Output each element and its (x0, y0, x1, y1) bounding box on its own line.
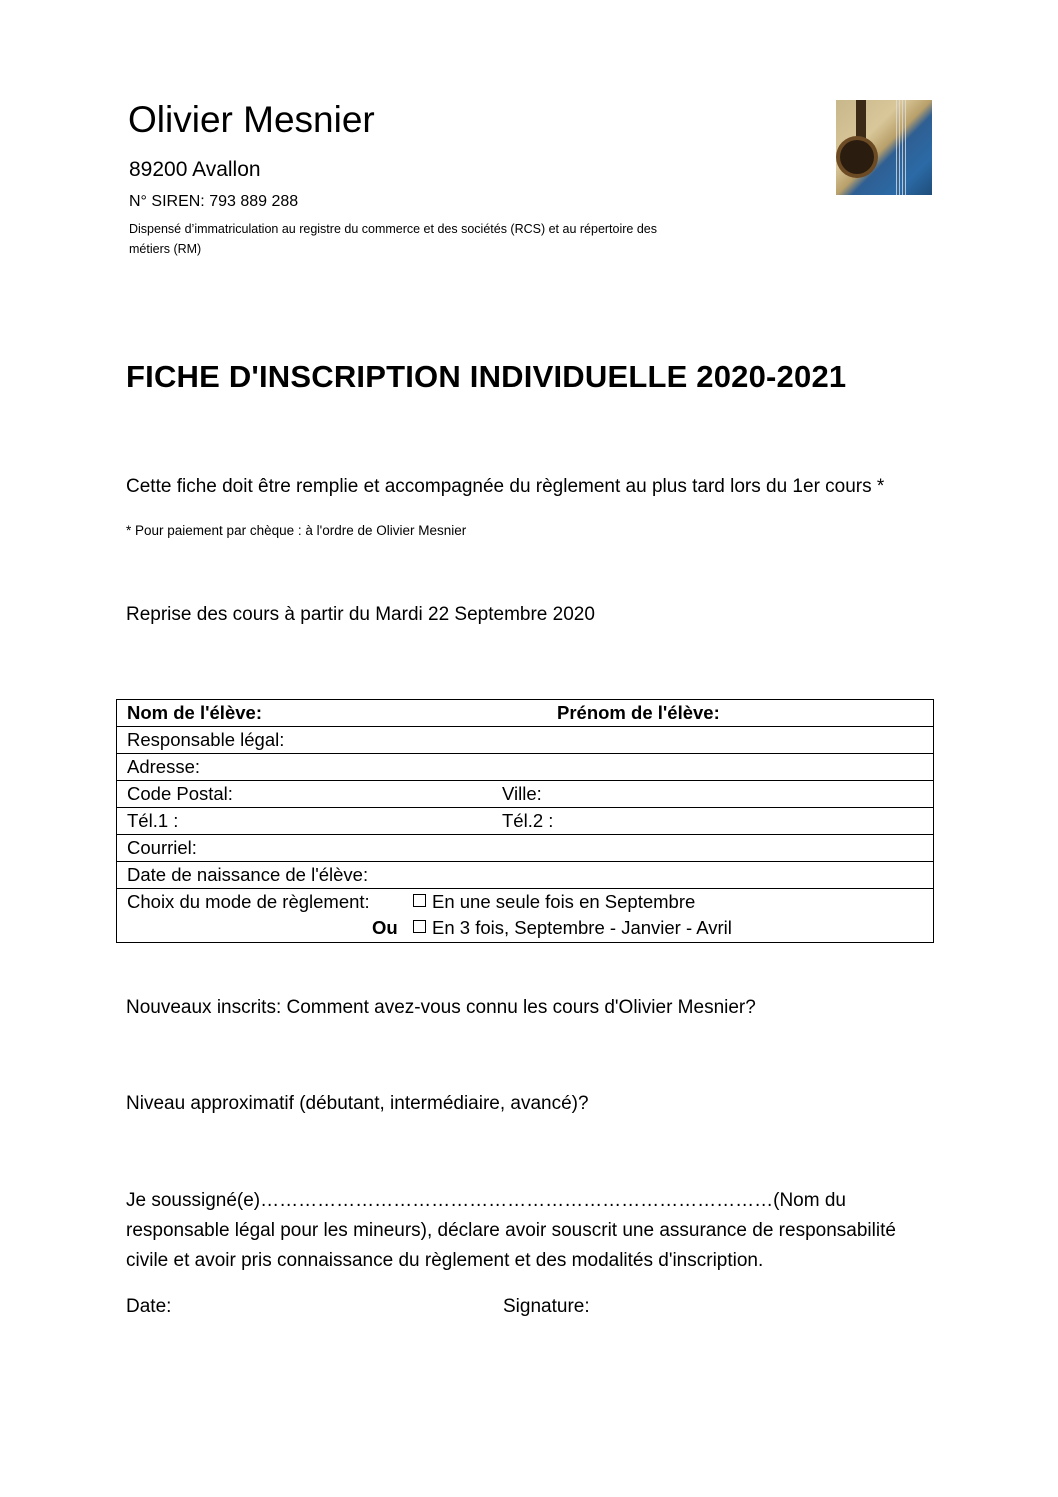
birthdate-label: Date de naissance de l'élève: (127, 864, 369, 885)
postal-code-label: Code Postal: (127, 783, 233, 804)
row-phones (117, 808, 933, 835)
cheque-note: * Pour paiement par chèque : à l'ordre de Olivier Mesnier (126, 523, 467, 538)
row-address (117, 754, 933, 781)
siren-number: N° SIREN: 793 889 288 (129, 193, 299, 210)
row-guardian (117, 727, 933, 754)
declaration-text: Je soussigné(e)………………………………………………………………………(Nom du responsable légal pour les mineurs), déclare avoir souscrit une assurance de responsabilité civile et avoir pris connaissance du règlement et des modalités d'inscription. (126, 1190, 896, 1271)
email-label: Courriel: (127, 837, 197, 858)
or-label: Ou (372, 917, 398, 938)
registration-table (116, 699, 934, 943)
signature-label: Signature: (503, 1296, 590, 1317)
row-email (117, 835, 933, 862)
rcs-note: Dispensé d’immatriculation au registre du commerce et des sociétés (RCS) et au répertoire des métiers (RM) (129, 222, 658, 256)
checkbox-icon[interactable] (413, 894, 426, 907)
option-single-label: En une seule fois en Septembre (432, 891, 696, 912)
date-label: Date: (126, 1296, 172, 1317)
phone2-label: Tél.2 : (502, 810, 554, 831)
payment-mode-label: Choix du mode de règlement: (127, 891, 370, 912)
intro-text: Cette fiche doit être remplie et accompagnée du règlement au plus tard lors du 1er cours * (126, 476, 885, 497)
guardian-label: Responsable légal: (127, 729, 285, 750)
address-label: Adresse: (127, 756, 201, 777)
payment-option-installments[interactable] (413, 917, 732, 939)
city-label: Ville: (502, 783, 542, 804)
city-address: 89200 Avallon (129, 158, 261, 181)
phone1-label: Tél.1 : (127, 810, 179, 831)
form-title: FICHE D'INSCRIPTION INDIVIDUELLE 2020-2021 (126, 359, 847, 394)
payment-option-single[interactable] (413, 891, 695, 913)
guitar-photo (836, 100, 932, 195)
question-how-known: Nouveaux inscrits: Comment avez-vous connu les cours d'Olivier Mesnier? (126, 997, 756, 1018)
row-student-name (117, 700, 933, 727)
student-lastname-label: Nom de l'élève: (127, 702, 262, 723)
student-firstname-label: Prénom de l'élève: (557, 702, 720, 723)
option-installments-label: En 3 fois, Septembre - Janvier - Avril (432, 917, 732, 938)
question-level: Niveau approximatif (débutant, intermédiaire, avancé)? (126, 1093, 589, 1114)
checkbox-icon[interactable] (413, 920, 426, 933)
teacher-name: Olivier Mesnier (128, 99, 375, 140)
row-birthdate (117, 862, 933, 889)
row-postal-city (117, 781, 933, 808)
row-payment-mode (117, 889, 933, 941)
resume-date-text: Reprise des cours à partir du Mardi 22 Septembre 2020 (126, 604, 595, 625)
